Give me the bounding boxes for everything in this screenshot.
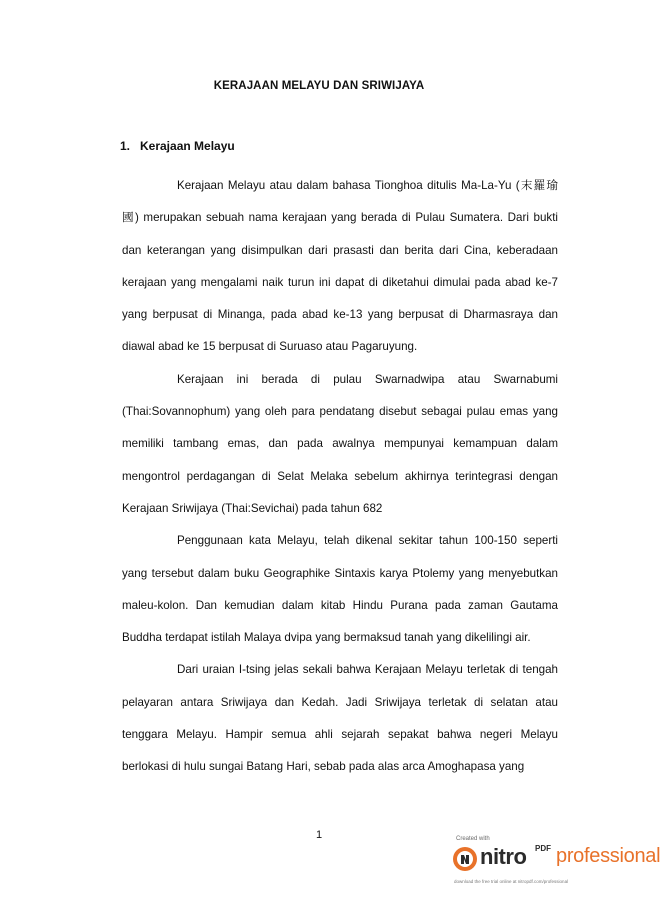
page-number: 1 xyxy=(315,829,323,841)
document-body xyxy=(122,170,558,784)
watermark-edition: professional xyxy=(556,845,660,867)
paragraph-3: Penggunaan kata Melayu, telah dikenal sekitar tahun 100-150 seperti yang tersebut dalam buku Geographike Sintaxis karya Ptolemy yang menyebutkan maleu-kolon. Dan kemudian dalam kitab Hindu Purana pada zaman Gautama Buddha terdapat istilah Malaya dvipa yang bermaksud tanah yang dikelilingi air. xyxy=(122,534,558,645)
section-number: 1. xyxy=(120,139,131,153)
document-title: KERAJAAN MELAYU DAN SRIWIJAYA xyxy=(213,80,425,92)
paragraph-1: Kerajaan Melayu atau dalam bahasa Tionghoa ditulis Ma-La-Yu (末羅瑜國) merupakan sebuah nama kerajaan yang berada di Pulau Sumatera. Dari bukti dan keterangan yang disimpulkan dari prasasti dan berita dari Cina, keberadaan kerajaan yang mengalami naik turun ini dapat di diketahui dimulai pada abad ke-7 yang berpusat di Minanga, pada abad ke-13 yang berpusat di Dharmasraya dan diawal abad ke 15 berpusat di Suruaso atau Pagaruyung. xyxy=(122,179,558,354)
paragraph-4: Dari uraian I-tsing jelas sekali bahwa Kerajaan Melayu terletak di tengah pelayaran antara Sriwijaya dan Kedah. Jadi Sriwijaya terletak di selatan atau tenggara Melayu. Hampir semua ahli sejarah sepakat bahwa negeri Melayu berlokasi di hulu sungai Batang Hari, sebab pada alas arca Amoghapasa yang xyxy=(122,663,558,774)
section-title: Kerajaan Melayu xyxy=(140,139,235,153)
watermark-created-with: Created with xyxy=(456,836,490,842)
watermark-download-text: download the free trial online at nitropdf.com/professional xyxy=(454,879,569,884)
nitro-watermark xyxy=(452,832,660,898)
watermark-pdf: PDF xyxy=(535,844,551,853)
watermark-brand: nitro xyxy=(480,844,527,869)
nitro-logo-icon xyxy=(452,846,478,872)
paragraph-2: Kerajaan ini berada di pulau Swarnadwipa atau Swarnabumi (Thai:Sovannophum) yang oleh para pendatang disebut sebagai pulau emas yang memiliki tambang emas, dan pada awalnya mempunyai kemampuan dalam mengontrol perdagangan di Selat Melaka sebelum akhirnya terintegrasi dengan Kerajaan Sriwijaya (Thai:Sevichai) pada tahun 682 xyxy=(122,372,558,515)
section-heading xyxy=(120,139,235,153)
